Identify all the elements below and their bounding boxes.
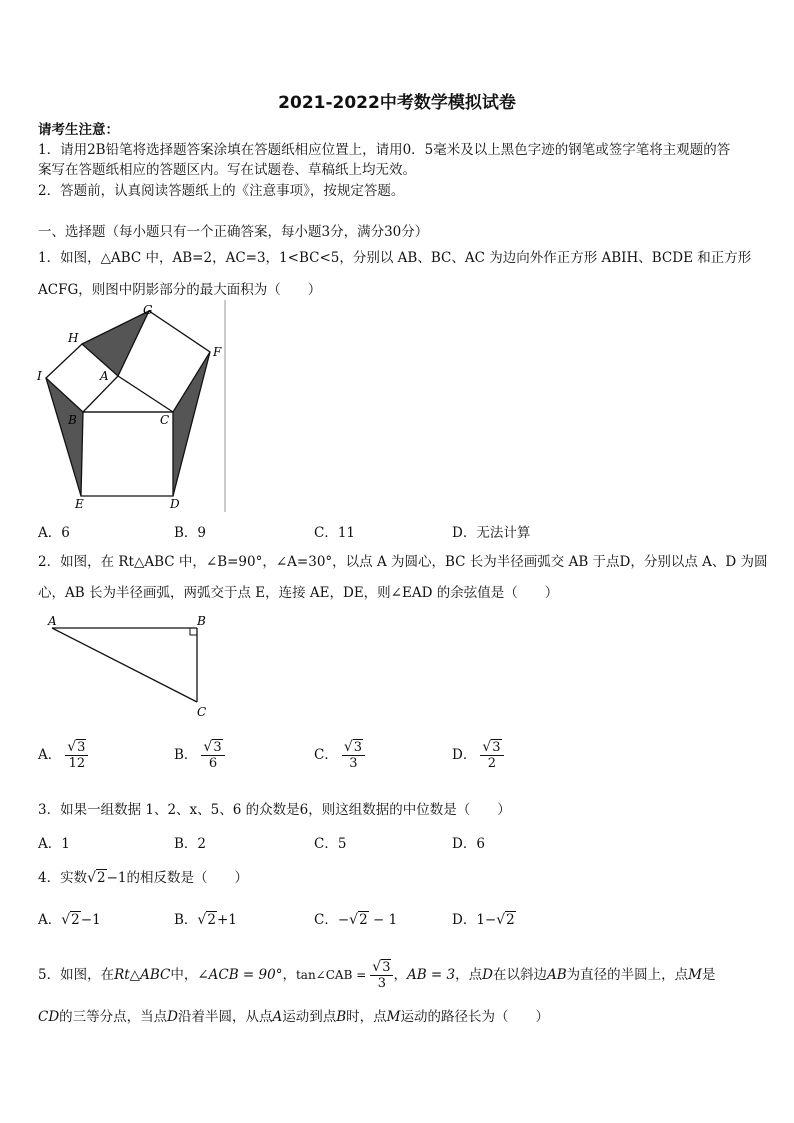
q5-tan-frac: $\frac{√3}{3}$ — [370, 960, 393, 991]
q5-point-d: D — [482, 967, 493, 983]
page-title: 2021-2022中考数学模拟试卷 — [278, 93, 516, 113]
q5-l2j: 运动的路径长为（ ） — [400, 1009, 549, 1025]
q2-stem-line2: 心，AB 长为半径画弧，两弧交于点 E，连接 AE，DE，则∠EAD 的余弦值是（ ） — [38, 585, 559, 601]
q1-label-c: C — [160, 413, 170, 427]
q4-option-d-rad: 2 — [506, 912, 515, 928]
q5-p3: ， — [282, 967, 296, 983]
q4-option-c-rad: 2 — [359, 912, 368, 928]
q1-stem-line2: ACFG，则图中阴影部分的最大面积为（ ） — [38, 282, 322, 298]
q4-option-a[interactable]: A．√2−1 — [38, 912, 101, 928]
q5-l2e: A — [272, 1009, 283, 1025]
q1-option-d[interactable]: D．无法计算 — [452, 525, 531, 541]
q5-l2i: M — [386, 1009, 401, 1025]
q5-ab-value: AB = 3 — [406, 967, 456, 983]
q5-cd: CD — [38, 1009, 60, 1025]
notice-item-2: 2．答题前，认真阅读答题纸上的《注意事项》，按规定答题。 — [38, 183, 405, 199]
q2-label-a: A — [48, 614, 57, 628]
q1-option-a[interactable]: A．6 — [38, 525, 70, 541]
q4-option-b-letter: B． — [174, 912, 198, 928]
q5-p2: 中， — [170, 967, 198, 983]
q1-label-h: H — [68, 331, 79, 345]
q1-label-e: E — [75, 497, 84, 511]
q1-label-i: I — [37, 369, 42, 383]
q4-option-d-letter: D． — [452, 912, 477, 928]
q2-option-c-frac: $\frac{√3}{3}$ — [342, 740, 365, 771]
q2-option-a[interactable] — [38, 740, 88, 771]
q2-option-a-den: 12 — [68, 756, 86, 771]
q5-stem-line2 — [38, 1007, 762, 1027]
q3-option-a[interactable]: A．1 — [38, 836, 70, 852]
q5-p5: ，点 — [455, 967, 483, 983]
q4-option-a-letter: A． — [38, 912, 62, 928]
q5-l2c: D — [167, 1009, 178, 1025]
q4-option-c-pre: − — [337, 912, 350, 928]
q5-p7: 为直径的半圆上，点 — [566, 967, 689, 983]
q4-prefix: 4．实数 — [38, 870, 88, 886]
q2-option-c-letter: C． — [314, 747, 338, 763]
q2-option-c-den: 3 — [349, 756, 358, 771]
q5-p8: 是 — [701, 967, 716, 983]
q5-triangle: Rt△ABC — [114, 967, 171, 983]
q2-option-a-letter: A． — [38, 747, 62, 763]
q4-option-a-post: −1 — [80, 912, 101, 928]
q2-option-d-letter: D． — [452, 747, 477, 763]
q5-tan-den: 3 — [377, 976, 386, 991]
q5-p6: 在以斜边 — [492, 967, 547, 983]
q1-label-f: F — [213, 345, 222, 359]
q5-angle: ∠ACB = 90° — [197, 967, 283, 983]
q4-option-d[interactable]: D．1−√2 — [452, 912, 515, 928]
q5-l2g: B — [336, 1009, 347, 1025]
q1-label-b: B — [68, 413, 77, 427]
q2-option-a-frac: $\frac{√3}{12}$ — [65, 740, 88, 771]
q4-option-c-letter: C． — [314, 912, 338, 928]
q4-stem: 4．实数√2−1的相反数是（ ） — [38, 870, 249, 886]
q2-option-b[interactable] — [174, 740, 225, 771]
q2-option-b-den: 6 — [208, 756, 218, 771]
q3-option-c[interactable]: C．5 — [314, 836, 347, 852]
q4-option-b-rad: 2 — [207, 912, 216, 928]
q2-stem-line1: 2．如图，在 Rt△ABC 中，∠B=90°，∠A=30°，以点 A 为圆心，BC 长为半径画弧交 AB 于点D，分别以点 A、D 为圆 — [38, 554, 768, 570]
q1-label-a: A — [100, 369, 109, 383]
q2-figure — [40, 610, 230, 722]
q2-label-c: C — [197, 705, 207, 719]
q4-radicand: 2 — [97, 870, 106, 886]
q5-tan: tan∠CAB = — [295, 968, 367, 982]
section-heading: 一、选择题（每小题只有一个正确答案，每小题3分，满分30分） — [38, 224, 429, 240]
q2-label-b: B — [197, 614, 206, 628]
q2-option-d-frac: $\frac{√3}{2}$ — [480, 740, 503, 771]
q4-option-a-rad: 2 — [71, 912, 80, 928]
q5-l2h: 时，点 — [346, 1009, 387, 1025]
q4-option-b-post: +1 — [216, 912, 237, 928]
q2-option-c-num: 3 — [353, 740, 363, 755]
q1-figure — [30, 300, 230, 512]
q1-option-b[interactable]: B．9 — [174, 525, 207, 541]
q4-option-c[interactable]: C．−√2 − 1 — [314, 912, 398, 928]
q1-stem-line1: 1．如图，△ABC 中，AB=2，AC=3，1<BC<5，分别以 AB、BC、AC 为边向外作正方形 ABIH、BCDE 和正方形 — [38, 250, 752, 266]
q2-option-b-num: 3 — [213, 740, 222, 755]
notice-item-1a: 1．请用2B铅笔将选择题答案涂填在答题纸相应位置上，请用0．5毫米及以上黑色字迹的钢笔或签字笔将主观题的答 — [38, 142, 731, 158]
q2-option-d-den: 2 — [487, 756, 497, 771]
q1-label-d: D — [170, 497, 180, 511]
q1-label-g: G — [143, 303, 153, 317]
q2-side-ac — [52, 628, 197, 702]
q2-options — [38, 740, 638, 784]
q3-stem: 3．如果一组数据 1、2、x、5、6 的众数是6，则这组数据的中位数是（ ） — [38, 802, 511, 818]
q4-option-b[interactable]: B．√2+1 — [174, 912, 237, 928]
q2-option-b-frac: $\frac{√3}{6}$ — [201, 740, 224, 771]
q5-p1: 5．如图，在 — [38, 967, 115, 983]
q2-option-d-num: 3 — [492, 740, 501, 755]
q5-l2b: 的三等分点，当点 — [59, 1009, 168, 1025]
q4-option-d-pre: 1− — [476, 912, 497, 928]
q1-shade-ahg — [82, 311, 149, 376]
q2-option-c[interactable] — [314, 740, 365, 771]
q5-ab: AB — [546, 967, 567, 983]
q5-stem-line1 — [38, 958, 762, 992]
q5-l2d: 沿着半圆，从点 — [177, 1009, 273, 1025]
q2-option-d[interactable] — [452, 740, 504, 771]
notice-item-1b: 案写在答题纸相应的答题区内。写在试题卷、草稿纸上均无效。 — [38, 162, 416, 178]
q3-option-d[interactable]: D．6 — [452, 836, 485, 852]
q5-l2f: 运动到点 — [282, 1009, 337, 1025]
q5-p4: ， — [393, 967, 407, 983]
q2-right-angle-mark — [190, 628, 197, 635]
q3-option-b[interactable]: B．2 — [174, 836, 207, 852]
q2-option-a-num: 3 — [77, 740, 86, 755]
q2-option-b-letter: B． — [174, 747, 198, 763]
q5-tan-num: 3 — [382, 960, 391, 975]
notice-heading: 请考生注意： — [38, 122, 119, 138]
q5-point-m: M — [688, 967, 702, 983]
q1-option-c[interactable]: C．11 — [314, 525, 356, 541]
q4-option-c-post: − 1 — [368, 912, 398, 928]
q4-suffix: −1的相反数是（ ） — [106, 870, 249, 886]
